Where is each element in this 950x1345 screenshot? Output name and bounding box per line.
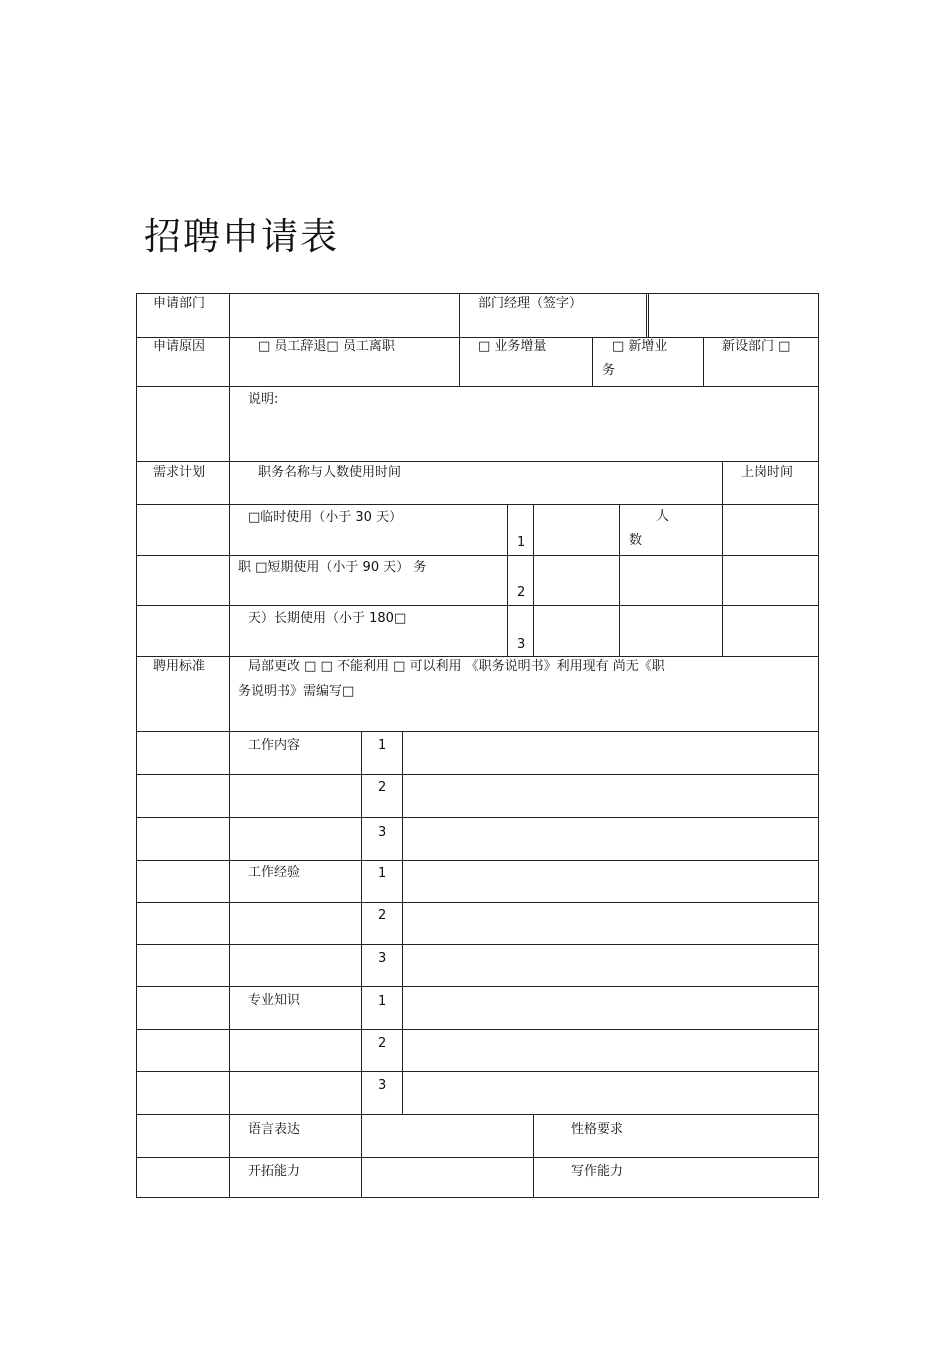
page-title: 招聘申请表 [144, 215, 339, 258]
dept-manager-label: 部门经理（签字） [478, 296, 583, 311]
plan-row-text: 职 □短期使用（小于 90 天） 务 [238, 560, 427, 575]
apply-reason-label: 申请原因 [153, 339, 206, 354]
row-divider [137, 902, 818, 903]
recruitment-form-table [136, 293, 819, 1198]
reason-option-business-increase[interactable]: □ 业务增量 [478, 339, 547, 354]
item-number: 1 [378, 866, 387, 881]
hiring-standard-label: 聘用标准 [153, 659, 206, 674]
apply-dept-field[interactable] [230, 294, 459, 337]
row-divider [137, 986, 818, 987]
row-divider [137, 461, 818, 462]
row-divider [137, 605, 818, 606]
reason-option-new-business-cont: 务 [602, 363, 616, 378]
hiring-standard-options-cont[interactable]: 务说明书》需编写□ [238, 684, 355, 699]
item-number: 2 [378, 908, 387, 923]
row-divider [137, 860, 818, 861]
start-time-header: 上岗时间 [741, 465, 794, 480]
col-divider [361, 731, 362, 1114]
item-number: 2 [378, 780, 387, 795]
col-divider [703, 337, 704, 386]
row-divider [137, 1029, 818, 1030]
item-number: 3 [378, 825, 387, 840]
row-divider [137, 1114, 818, 1115]
work-experience-label: 工作经验 [248, 865, 301, 880]
plan-row-number: 3 [517, 637, 526, 652]
reason-option-new-dept[interactable]: 新设部门 □ [722, 339, 791, 354]
row-divider [137, 504, 818, 505]
row-divider [137, 1157, 818, 1158]
col-divider [507, 504, 508, 656]
position-count-time-header: 职务名称与人数使用时间 [258, 465, 402, 480]
plan-row-text: □临时使用（小于 30 天） [248, 510, 403, 525]
col-divider [402, 731, 403, 1114]
people-label: 人 [656, 509, 670, 524]
manager-signature-field[interactable] [649, 294, 818, 337]
reason-option-new-business[interactable]: □ 新增业 [612, 339, 668, 354]
col-divider [533, 504, 534, 656]
col-divider [592, 337, 593, 386]
row-divider [137, 1071, 818, 1072]
row-divider [137, 774, 818, 775]
row-divider [137, 817, 818, 818]
plan-row-text: 天）长期使用（小于 180□ [248, 611, 407, 626]
item-number: 3 [378, 1078, 387, 1093]
job-content-label: 工作内容 [248, 738, 301, 753]
professional-knowledge-label: 专业知识 [248, 993, 301, 1008]
plan-row-number: 2 [517, 585, 526, 600]
demand-plan-label: 需求计划 [153, 465, 206, 480]
col-divider [646, 294, 647, 337]
col-divider [459, 337, 460, 386]
col-divider [533, 1114, 534, 1197]
item-number: 1 [378, 738, 387, 753]
item-number: 1 [378, 994, 387, 1009]
item-number: 2 [378, 1036, 387, 1051]
personality-requirement-label: 性格要求 [571, 1122, 624, 1137]
row-divider [137, 731, 818, 732]
col-divider [722, 461, 723, 504]
people-label-cont: 数 [629, 533, 643, 548]
col-divider [722, 504, 723, 656]
plan-row-number: 1 [517, 535, 526, 550]
row-divider [137, 944, 818, 945]
note-field[interactable] [230, 387, 818, 461]
hiring-standard-options[interactable]: 局部更改 □ □ 不能利用 □ 可以利用 《职务说明书》利用现有 尚无《职 [248, 659, 665, 674]
apply-dept-label: 申请部门 [153, 296, 206, 311]
expansion-ability-label: 开拓能力 [248, 1164, 301, 1179]
item-number: 3 [378, 951, 387, 966]
col-divider [361, 1114, 362, 1197]
note-label: 说明: [248, 392, 279, 407]
language-expression-label: 语言表达 [248, 1122, 301, 1137]
reason-option-dismissal-resignation[interactable]: □ 员工辞退□ 员工离职 [258, 339, 395, 354]
writing-ability-label: 写作能力 [571, 1164, 624, 1179]
col-divider [459, 294, 460, 337]
col-divider [619, 504, 620, 656]
